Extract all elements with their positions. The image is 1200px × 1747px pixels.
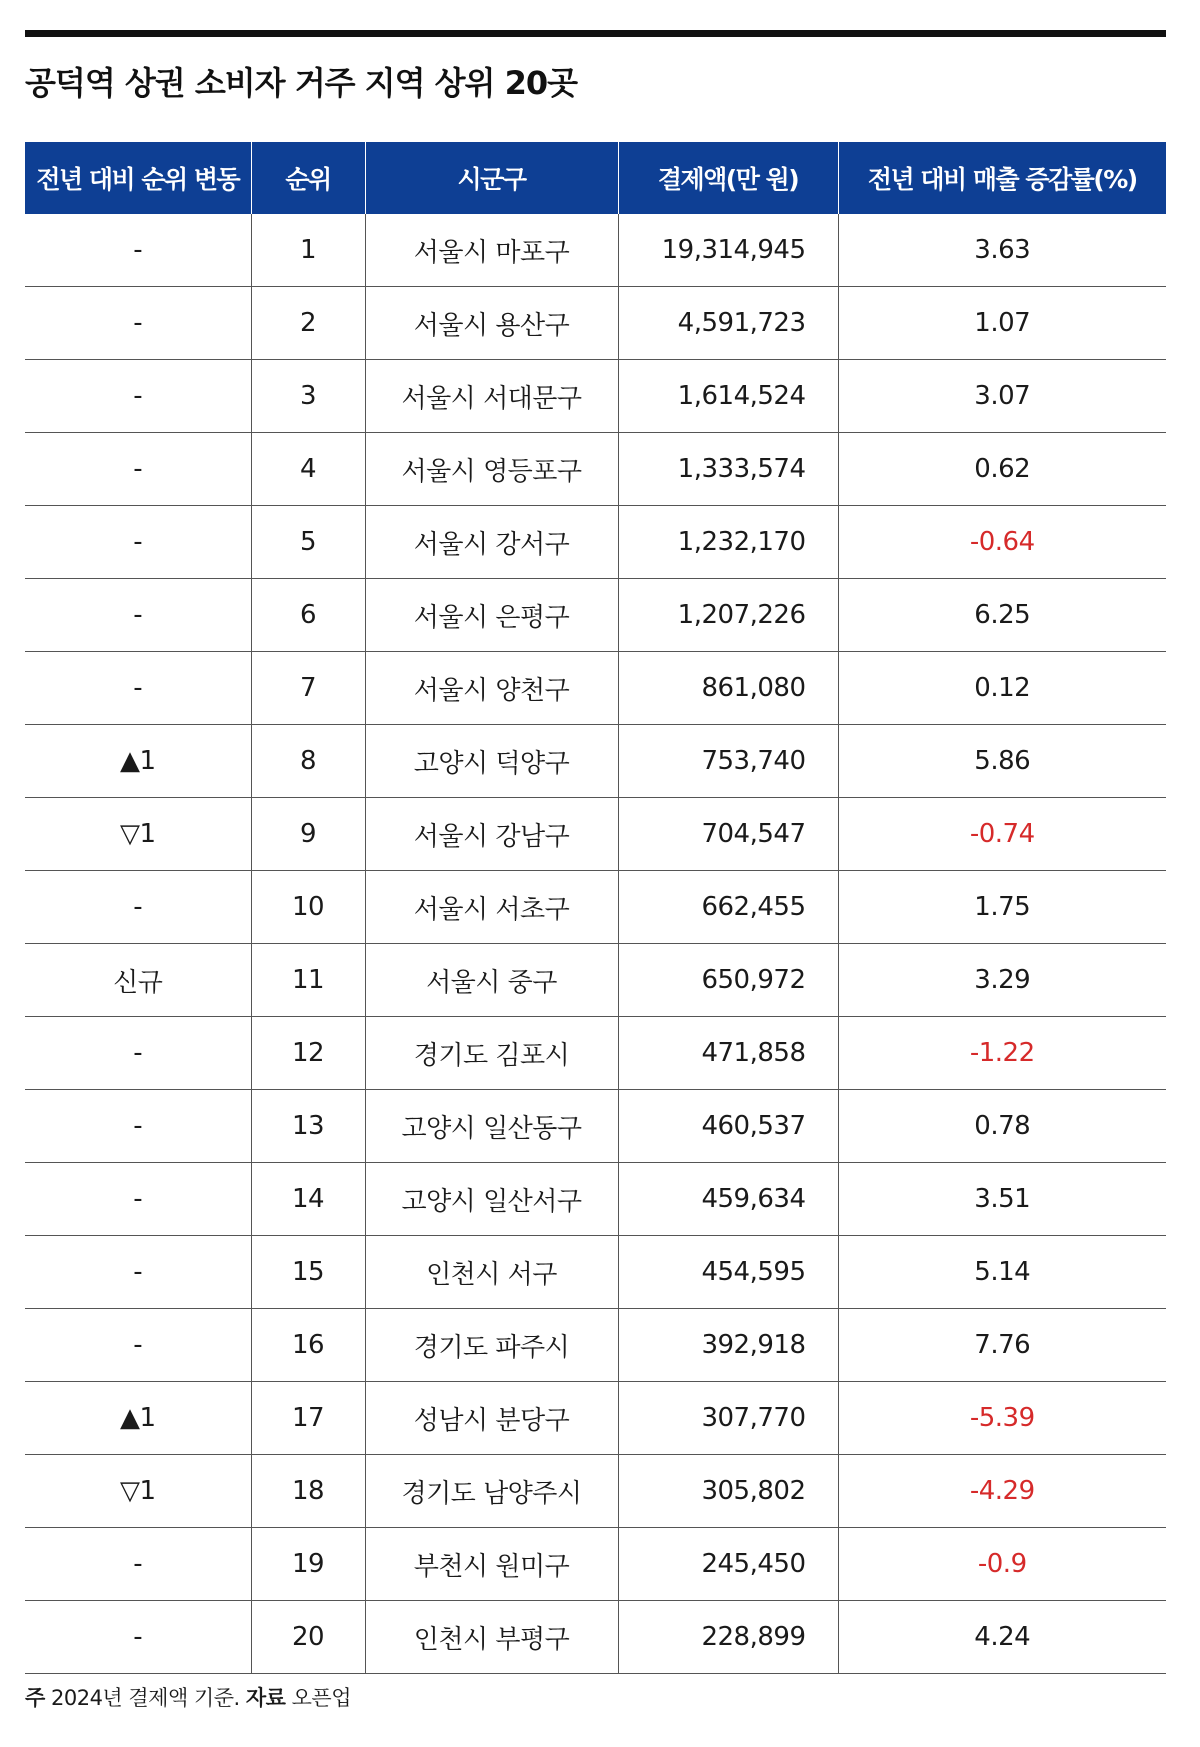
table-row xyxy=(25,579,1166,652)
cell-amount: 1,232,170 xyxy=(618,506,838,579)
cell-growth-rate: 6.25 xyxy=(838,579,1166,652)
cell-growth-rate: 3.63 xyxy=(838,214,1166,287)
footnote-source-label: 자료 xyxy=(245,1686,286,1710)
table-row xyxy=(25,506,1166,579)
cell-rank-change: - xyxy=(25,579,251,652)
cell-region: 서울시 은평구 xyxy=(365,579,618,652)
cell-growth-rate: 1.07 xyxy=(838,287,1166,360)
cell-growth-rate: 4.24 xyxy=(838,1601,1166,1674)
cell-growth-rate: 5.86 xyxy=(838,725,1166,798)
cell-growth-rate: -0.74 xyxy=(838,798,1166,871)
cell-growth-rate: -5.39 xyxy=(838,1382,1166,1455)
cell-amount: 662,455 xyxy=(618,871,838,944)
cell-growth-rate: -0.64 xyxy=(838,506,1166,579)
cell-rank-change: ▲1 xyxy=(25,1382,251,1455)
cell-rank-change: - xyxy=(25,1017,251,1090)
cell-rank: 1 xyxy=(251,214,365,287)
table-row xyxy=(25,798,1166,871)
ranking-table xyxy=(25,142,1166,1674)
table-row xyxy=(25,652,1166,725)
cell-rank: 15 xyxy=(251,1236,365,1309)
cell-growth-rate: 0.78 xyxy=(838,1090,1166,1163)
table-row xyxy=(25,1017,1166,1090)
cell-rank-change: ▽1 xyxy=(25,798,251,871)
cell-rank-change: - xyxy=(25,1528,251,1601)
cell-region: 고양시 일산서구 xyxy=(365,1163,618,1236)
cell-rank: 13 xyxy=(251,1090,365,1163)
cell-rank: 7 xyxy=(251,652,365,725)
cell-rank-change: 신규 xyxy=(25,944,251,1017)
cell-rank-change: ▲1 xyxy=(25,725,251,798)
cell-rank: 9 xyxy=(251,798,365,871)
table-row xyxy=(25,1090,1166,1163)
cell-rank-change: - xyxy=(25,1236,251,1309)
cell-region: 인천시 서구 xyxy=(365,1236,618,1309)
cell-region: 경기도 남양주시 xyxy=(365,1455,618,1528)
cell-region: 경기도 김포시 xyxy=(365,1017,618,1090)
cell-rank-change: - xyxy=(25,871,251,944)
cell-amount: 1,614,524 xyxy=(618,360,838,433)
table-row xyxy=(25,1163,1166,1236)
table-row xyxy=(25,1309,1166,1382)
cell-rank-change: - xyxy=(25,360,251,433)
cell-region: 서울시 영등포구 xyxy=(365,433,618,506)
cell-rank: 6 xyxy=(251,579,365,652)
cell-amount: 460,537 xyxy=(618,1090,838,1163)
cell-rank-change: - xyxy=(25,652,251,725)
footnote-note-text: 2024년 결제액 기준. xyxy=(50,1686,240,1710)
cell-rank-change: - xyxy=(25,214,251,287)
table-row xyxy=(25,1455,1166,1528)
cell-amount: 228,899 xyxy=(618,1601,838,1674)
cell-rank-change: - xyxy=(25,1601,251,1674)
cell-rank: 8 xyxy=(251,725,365,798)
cell-amount: 19,314,945 xyxy=(618,214,838,287)
header-rank: 순위 xyxy=(251,142,365,214)
table-row xyxy=(25,287,1166,360)
header-rank-change: 전년 대비 순위 변동 xyxy=(25,142,251,214)
footnote-note-label: 주 xyxy=(25,1686,45,1710)
cell-amount: 861,080 xyxy=(618,652,838,725)
cell-amount: 471,858 xyxy=(618,1017,838,1090)
cell-rank: 3 xyxy=(251,360,365,433)
cell-region: 성남시 분당구 xyxy=(365,1382,618,1455)
cell-rank: 2 xyxy=(251,287,365,360)
cell-region: 서울시 용산구 xyxy=(365,287,618,360)
cell-rank: 19 xyxy=(251,1528,365,1601)
header-amount: 결제액(만 원) xyxy=(618,142,838,214)
table-body xyxy=(25,214,1166,1674)
table-header-row xyxy=(25,142,1166,214)
cell-region: 서울시 양천구 xyxy=(365,652,618,725)
cell-growth-rate: 3.51 xyxy=(838,1163,1166,1236)
cell-region: 인천시 부평구 xyxy=(365,1601,618,1674)
cell-region: 부천시 원미구 xyxy=(365,1528,618,1601)
cell-region: 경기도 파주시 xyxy=(365,1309,618,1382)
cell-rank-change: - xyxy=(25,1090,251,1163)
cell-rank: 10 xyxy=(251,871,365,944)
page-title: 공덕역 상권 소비자 거주 지역 상위 20곳 xyxy=(25,64,578,102)
cell-rank: 17 xyxy=(251,1382,365,1455)
cell-amount: 1,207,226 xyxy=(618,579,838,652)
cell-rank-change: - xyxy=(25,1163,251,1236)
cell-growth-rate: 5.14 xyxy=(838,1236,1166,1309)
cell-region: 서울시 서대문구 xyxy=(365,360,618,433)
table-row xyxy=(25,944,1166,1017)
table-row xyxy=(25,871,1166,944)
cell-amount: 454,595 xyxy=(618,1236,838,1309)
cell-growth-rate: 1.75 xyxy=(838,871,1166,944)
cell-region: 고양시 덕양구 xyxy=(365,725,618,798)
cell-region: 서울시 중구 xyxy=(365,944,618,1017)
cell-region: 서울시 강남구 xyxy=(365,798,618,871)
table-row xyxy=(25,433,1166,506)
footnote xyxy=(25,1682,351,1712)
cell-amount: 305,802 xyxy=(618,1455,838,1528)
cell-growth-rate: -4.29 xyxy=(838,1455,1166,1528)
cell-amount: 4,591,723 xyxy=(618,287,838,360)
cell-amount: 704,547 xyxy=(618,798,838,871)
cell-region: 서울시 서초구 xyxy=(365,871,618,944)
cell-growth-rate: -1.22 xyxy=(838,1017,1166,1090)
top-rule xyxy=(25,30,1166,37)
cell-rank-change: - xyxy=(25,1309,251,1382)
table-row xyxy=(25,1382,1166,1455)
cell-growth-rate: 7.76 xyxy=(838,1309,1166,1382)
cell-growth-rate: 0.62 xyxy=(838,433,1166,506)
cell-rank-change: ▽1 xyxy=(25,1455,251,1528)
cell-rank: 20 xyxy=(251,1601,365,1674)
cell-rank: 4 xyxy=(251,433,365,506)
cell-growth-rate: 0.12 xyxy=(838,652,1166,725)
cell-rank-change: - xyxy=(25,506,251,579)
cell-rank-change: - xyxy=(25,433,251,506)
cell-rank: 12 xyxy=(251,1017,365,1090)
cell-amount: 650,972 xyxy=(618,944,838,1017)
cell-growth-rate: 3.07 xyxy=(838,360,1166,433)
header-region: 시군구 xyxy=(365,142,618,214)
cell-rank: 16 xyxy=(251,1309,365,1382)
cell-amount: 459,634 xyxy=(618,1163,838,1236)
cell-rank: 14 xyxy=(251,1163,365,1236)
cell-rank-change: - xyxy=(25,287,251,360)
cell-rank: 5 xyxy=(251,506,365,579)
footnote-source-text: 오픈업 xyxy=(291,1686,351,1710)
cell-growth-rate: -0.9 xyxy=(838,1528,1166,1601)
table-row xyxy=(25,1528,1166,1601)
cell-rank: 11 xyxy=(251,944,365,1017)
cell-amount: 1,333,574 xyxy=(618,433,838,506)
cell-region: 서울시 강서구 xyxy=(365,506,618,579)
cell-rank: 18 xyxy=(251,1455,365,1528)
cell-amount: 392,918 xyxy=(618,1309,838,1382)
table-row xyxy=(25,1236,1166,1309)
table-row xyxy=(25,360,1166,433)
cell-growth-rate: 3.29 xyxy=(838,944,1166,1017)
table-row xyxy=(25,1601,1166,1674)
cell-amount: 245,450 xyxy=(618,1528,838,1601)
header-growth-rate: 전년 대비 매출 증감률(%) xyxy=(838,142,1166,214)
table-row xyxy=(25,725,1166,798)
cell-region: 고양시 일산동구 xyxy=(365,1090,618,1163)
table-row xyxy=(25,214,1166,287)
cell-amount: 307,770 xyxy=(618,1382,838,1455)
cell-amount: 753,740 xyxy=(618,725,838,798)
cell-region: 서울시 마포구 xyxy=(365,214,618,287)
